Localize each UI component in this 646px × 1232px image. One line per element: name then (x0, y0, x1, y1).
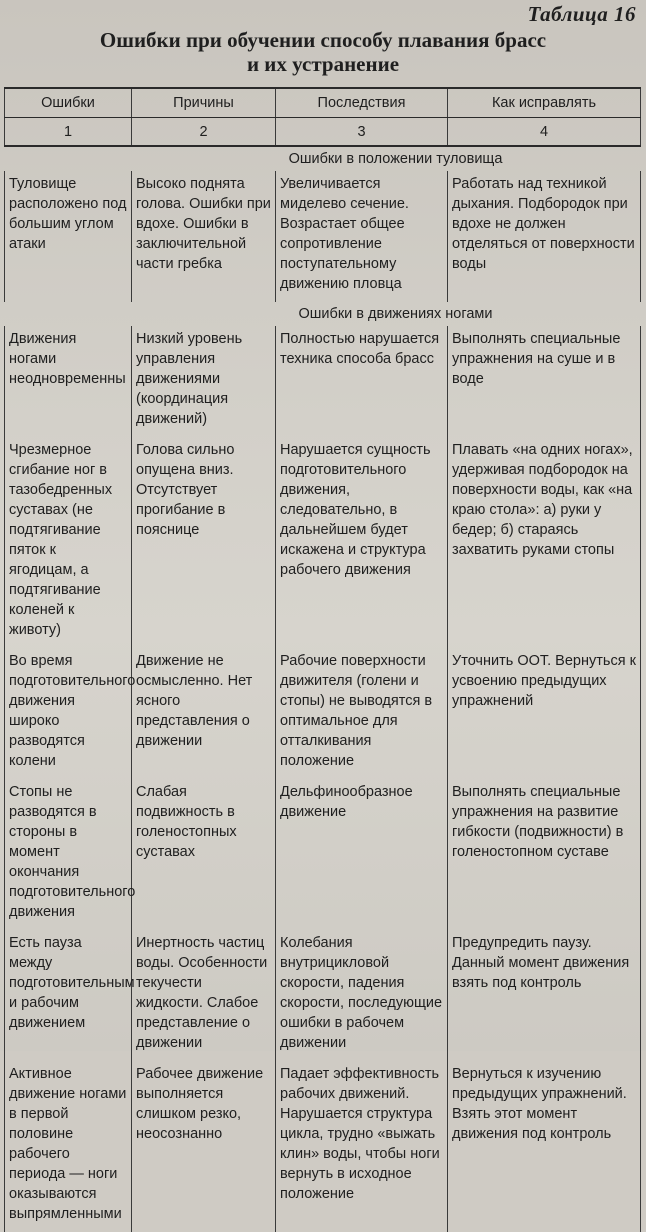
table-number-label: Таблица 16 (527, 2, 636, 26)
error-cell: Активное движение ногами в первой половине рабочего периода — ноги оказываются выпрямленными (5, 1061, 132, 1232)
consequence-cell: Нарушается сущность подготовительного движения, следовательно, в дальнейшем будет искажена и структура рабочего движения (276, 437, 448, 648)
fix-cell: Выполнять специальные упражнения на суше и в воде (448, 326, 641, 437)
table-row (5, 1061, 641, 1232)
consequence-cell: Рабочие поверхности движителя (голени и стопы) не выводятся в оптимальное для отталкивания положение (276, 648, 448, 779)
column-number: 3 (276, 118, 448, 147)
table-row (5, 326, 641, 437)
column-number: 4 (448, 118, 641, 147)
cause-cell: Голова сильно опущена вниз. Отсутствует прогибание в пояснице (132, 437, 276, 648)
table-row (5, 648, 641, 779)
cause-cell: Рабочее движение выполняется слишком резко, неосознанно (132, 1061, 276, 1232)
error-cell: Чрезмерное сгибание ног в тазобедренных суставах (не подтягивание пяток к ягодицам, а подтягивание коленей к животу) (5, 437, 132, 648)
error-cell: Во время подготовительного движения широко разводятся колени (5, 648, 132, 779)
errors-table (4, 87, 641, 1232)
consequence-cell: Дельфинообразное движение (276, 779, 448, 930)
table-row (5, 779, 641, 930)
cause-cell: Слабая подвижность в голеностопных суставах (132, 779, 276, 930)
table-row (5, 437, 641, 648)
cause-cell: Высоко поднята голова. Ошибки при вдохе. Ошибки в заключительной части гребка (132, 171, 276, 302)
cause-cell: Инертность частиц воды. Особенности текучести жидкости. Слабое представление о движении (132, 930, 276, 1061)
column-number: 2 (132, 118, 276, 147)
table-row (5, 171, 641, 302)
header-row (5, 88, 641, 118)
error-cell: Туловище расположено под большим углом атаки (5, 171, 132, 302)
section-title-legs: Ошибки в движениях ногами (298, 306, 493, 322)
table-title (0, 28, 646, 76)
fix-cell: Уточнить ООТ. Вернуться к усвоению предыдущих упражнений (448, 648, 641, 779)
section-title-torso: Ошибки в положении туловища (288, 151, 503, 167)
fix-cell: Предупредить паузу. Данный момент движения взять под контроль (448, 930, 641, 1061)
consequence-cell: Колебания внутрицикловой скорости, падения скорости, последующие ошибки в рабочем движении (276, 930, 448, 1061)
header-consequences: Последствия (276, 88, 448, 118)
header-errors: Ошибки (5, 88, 132, 118)
header-causes: Причины (132, 88, 276, 118)
section-heading-row (5, 146, 641, 171)
cause-cell: Низкий уровень управления движениями (координация движений) (132, 326, 276, 437)
header-fix: Как исправлять (448, 88, 641, 118)
consequence-cell: Падает эффективность рабочих движений. Нарушается структура цикла, трудно «выжать клин» воды, чтобы ноги вернуть в исходное положение (276, 1061, 448, 1232)
error-cell: Есть пауза между подготовительным и рабочим движением (5, 930, 132, 1061)
column-number-row (5, 118, 641, 147)
consequence-cell: Полностью нарушается техника способа брасс (276, 326, 448, 437)
table-title-line-1: Ошибки при обучении способу плавания брасс (99, 28, 547, 52)
column-number: 1 (5, 118, 132, 147)
fix-cell: Плавать «на одних ногах», удерживая подбородок на поверхности воды, как «на краю стола»: а) руки у бедер; б) стараясь захватить руками стопы (448, 437, 641, 648)
table-row (5, 930, 641, 1061)
cause-cell: Движение не осмысленно. Нет ясного представления о движении (132, 648, 276, 779)
error-cell: Стопы не разводятся в стороны в момент окончания подготовительного движения (5, 779, 132, 930)
section-heading-row (5, 302, 641, 326)
table-title-line-2: и их устранение (246, 52, 400, 76)
error-cell: Движения ногами неодновременны (5, 326, 132, 437)
fix-cell: Вернуться к изучению предыдущих упражнений. Взять этот момент движения под контроль (448, 1061, 641, 1232)
fix-cell: Работать над техникой дыхания. Подбородок при вдохе не должен отделяться от поверхности воды (448, 171, 641, 302)
fix-cell: Выполнять специальные упражнения на развитие гибкости (подвижности) в голеностопном суставе (448, 779, 641, 930)
consequence-cell: Увеличивается миделево сечение. Возрастает общее сопротивление поступательному движению пловца (276, 171, 448, 302)
